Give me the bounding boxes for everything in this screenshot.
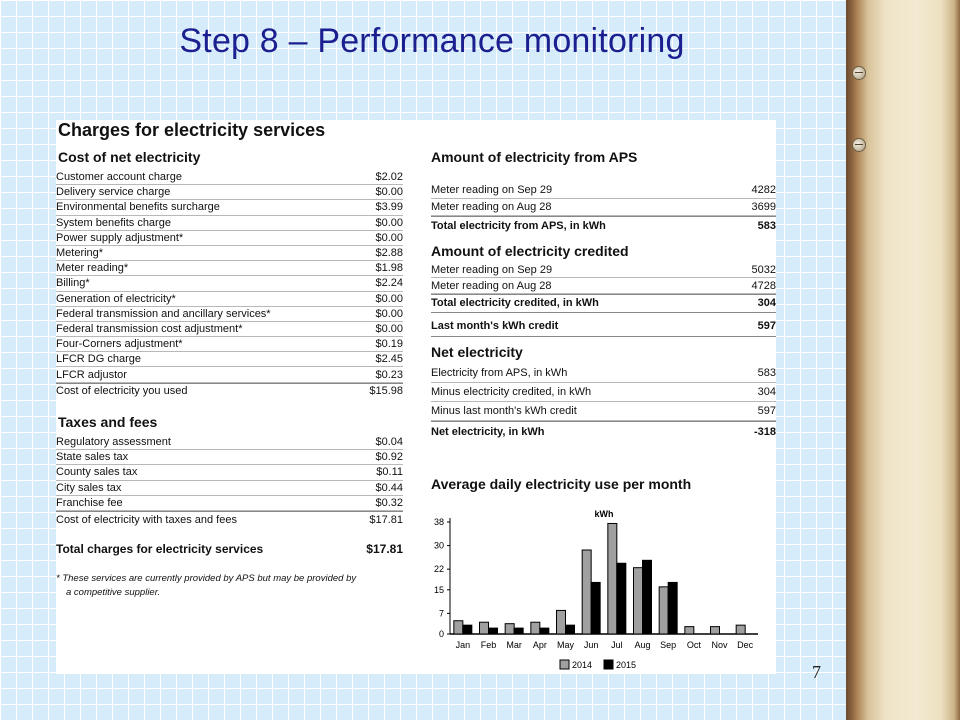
bar-2014-May [557,610,566,634]
net-heading: Net electricity [431,344,523,360]
row-label: Meter reading on Sep 29 [431,184,553,196]
row-label: Metering* [56,247,104,260]
row-label: Minus electricity credited, in kWh [431,386,592,398]
row-value: $0.00 [375,231,403,244]
row-label: Delivery service charge [56,186,171,199]
row-value: 3699 [751,201,776,213]
taxes-heading: Taxes and fees [58,414,158,430]
cost-net-heading: Cost of net electricity [58,149,201,165]
bar-2015-Feb [489,628,498,634]
y-tick-label: 22 [433,564,444,575]
x-tick-label: May [556,640,575,650]
row-label: Power supply adjustment* [56,231,184,244]
row-label: County sales tax [56,466,138,479]
bar-2014-Aug [634,568,643,634]
x-tick-label: Oct [686,640,701,650]
bill-row [431,383,776,402]
x-tick-label: Nov [711,640,728,650]
total-label: Cost of electricity with taxes and fees [56,513,237,526]
row-label: LFCR adjustor [56,368,127,381]
chart-unit-label: kWh [594,509,614,519]
bill-row [56,450,403,465]
row-label: Meter reading on Aug 28 [431,201,552,213]
bill-row [56,292,403,307]
row-label: Federal transmission cost adjustment* [56,322,243,335]
row-label: Meter reading on Sep 29 [431,263,553,276]
bar-2015-Mar [514,628,523,634]
page-number: 7 [812,662,821,682]
legend-swatch-2014 [560,660,569,669]
from-aps-list [431,182,776,234]
bill-row [56,496,403,511]
total-label: Total electricity from APS, in kWh [431,219,606,232]
row-label: Franchise fee [56,496,123,509]
row-value: $0.00 [375,292,403,305]
bill-row [431,262,776,278]
x-tick-label: Feb [480,640,497,650]
x-tick-label: Dec [737,640,754,650]
credited-list [431,262,776,311]
bar-2015-Sep [668,582,677,634]
bar-2014-Dec [736,625,745,634]
row-label: Generation of electricity* [56,292,176,305]
x-tick-label: Jan [455,640,471,650]
bar-2015-May [566,625,575,634]
row-value: $2.24 [375,277,403,290]
row-label: Meter reading on Aug 28 [431,279,552,292]
row-value: $0.00 [375,307,403,320]
bill-row [56,276,403,291]
bill-row [56,367,403,382]
bill-row [56,170,403,185]
last-month-credit [431,317,776,335]
bill-row [431,364,776,383]
total-value: 583 [757,219,776,232]
row-value: 597 [757,405,776,417]
taxes-list [56,435,403,527]
row-label: System benefits charge [56,216,171,229]
row-label: Meter reading* [56,262,129,275]
row-value: $0.00 [375,186,403,199]
x-tick-label: Aug [634,640,651,650]
row-label: Electricity from APS, in kWh [431,367,568,379]
y-tick-label: 38 [433,517,444,527]
cost-list [56,170,403,399]
bill-total-row [431,294,776,311]
bill-total-row [431,421,776,441]
row-value: 5032 [751,263,776,276]
bar-2014-Mar [505,624,514,634]
row-label: Federal transmission and ancillary services* [56,307,271,320]
row-label: Environmental benefits surcharge [56,201,220,214]
row-value: $0.44 [375,481,403,494]
row-value: 583 [757,367,776,379]
x-tick-label: Sep [660,640,677,650]
bill-row [431,182,776,199]
last-month-credit-label: Last month's kWh credit [431,320,559,332]
x-tick-label: Apr [532,640,547,650]
total-value: $17.81 [369,513,403,526]
bill-title: Charges for electricity services [58,120,326,140]
bill-total-row [56,383,403,399]
total-value: $15.98 [369,385,403,398]
bill-row [56,465,403,480]
slide-title: Step 8 – Performance monitoring [179,22,685,60]
bill-row [56,231,403,246]
row-label: Customer account charge [56,171,182,184]
last-month-credit-value: 597 [757,320,776,332]
bill-row [431,278,776,294]
row-value: $0.00 [375,322,403,335]
bill-row [56,216,403,231]
bill-row [431,199,776,216]
bill-row [56,337,403,352]
bar-2015-Jun [591,582,600,634]
row-label: Billing* [56,277,90,290]
bill-row [56,322,403,337]
x-tick-label: Mar [506,640,522,650]
bill-row [56,307,403,322]
bill-image [56,120,776,674]
last-month-credit-row [431,317,776,335]
bar-2015-Jan [463,625,472,634]
total-charges-value: $17.81 [366,542,403,556]
row-label: City sales tax [56,481,122,494]
bar-2014-Jan [454,621,463,634]
row-value: 4728 [751,279,776,292]
screw-icon [852,138,866,152]
row-value: 4282 [751,184,776,196]
row-value: 304 [757,386,776,398]
bill-row [56,481,403,496]
row-value: $2.45 [375,353,403,366]
row-value: $0.04 [375,436,403,449]
legend-swatch-2015 [604,660,613,669]
total-label: Cost of electricity you used [56,385,188,398]
bill-row [56,261,403,276]
bar-2014-Nov [711,627,720,634]
row-value: $0.32 [375,496,403,509]
total-label: Net electricity, in kWh [431,425,545,438]
bar-2015-Aug [643,560,652,634]
bar-2014-Sep [659,587,668,634]
y-tick-label: 15 [433,584,444,595]
row-label: Minus last month's kWh credit [431,405,577,417]
footnote [56,572,406,600]
row-label: LFCR DG charge [56,353,141,366]
ruler-hinge [846,0,960,720]
row-label: State sales tax [56,451,129,464]
bar-2014-Feb [480,622,489,634]
chart-title: Average daily electricity use per month [431,476,692,492]
bar-2014-Apr [531,622,540,634]
total-value: 304 [757,297,776,309]
from-aps-heading: Amount of electricity from APS [431,149,638,165]
bar-2014-Oct [685,627,694,634]
total-value: -318 [753,425,776,438]
x-tick-label: Jun [583,640,599,650]
total-label: Total electricity credited, in kWh [431,297,599,309]
bill-row [56,435,403,450]
footnote-line-1: * These services are currently provided by APS but may be provided by [56,573,357,584]
bill-row [56,246,403,261]
legend-label-2014: 2014 [572,660,593,670]
bill-total-row [431,216,776,234]
legend-label-2015: 2015 [616,660,637,670]
row-value: $3.99 [375,201,403,214]
row-label: Regulatory assessment [56,436,171,449]
y-tick-label: 0 [438,629,444,639]
bar-2015-Jul [617,563,626,634]
net-separator [431,336,776,337]
credited-separator [431,312,776,313]
bar-2014-Jul [608,523,617,634]
row-value: $0.11 [376,466,403,479]
screw-icon [852,66,866,80]
bill-row [56,185,403,200]
bill-row [56,352,403,367]
row-value: $0.23 [375,368,403,381]
credited-heading: Amount of electricity credited [431,243,629,259]
row-value: $0.00 [375,216,403,229]
y-tick-label: 7 [438,608,444,619]
bar-2015-Apr [540,628,549,634]
bill-row [431,402,776,421]
total-charges-label: Total charges for electricity services [56,542,264,556]
usage-chart [424,508,769,674]
row-value: $0.19 [375,338,403,351]
bill-total-row [56,511,403,527]
y-tick-label: 30 [433,540,444,551]
footnote-line-2: a competitive supplier. [66,587,161,598]
bill-row [56,200,403,215]
x-tick-label: Jul [611,640,623,650]
row-value: $0.92 [375,451,403,464]
row-value: $1.98 [375,262,403,275]
row-label: Four-Corners adjustment* [56,338,183,351]
row-value: $2.88 [375,247,403,260]
row-value: $2.02 [375,171,403,184]
total-charges-row [56,542,403,556]
bar-2014-Jun [582,550,591,634]
net-list [431,364,776,441]
